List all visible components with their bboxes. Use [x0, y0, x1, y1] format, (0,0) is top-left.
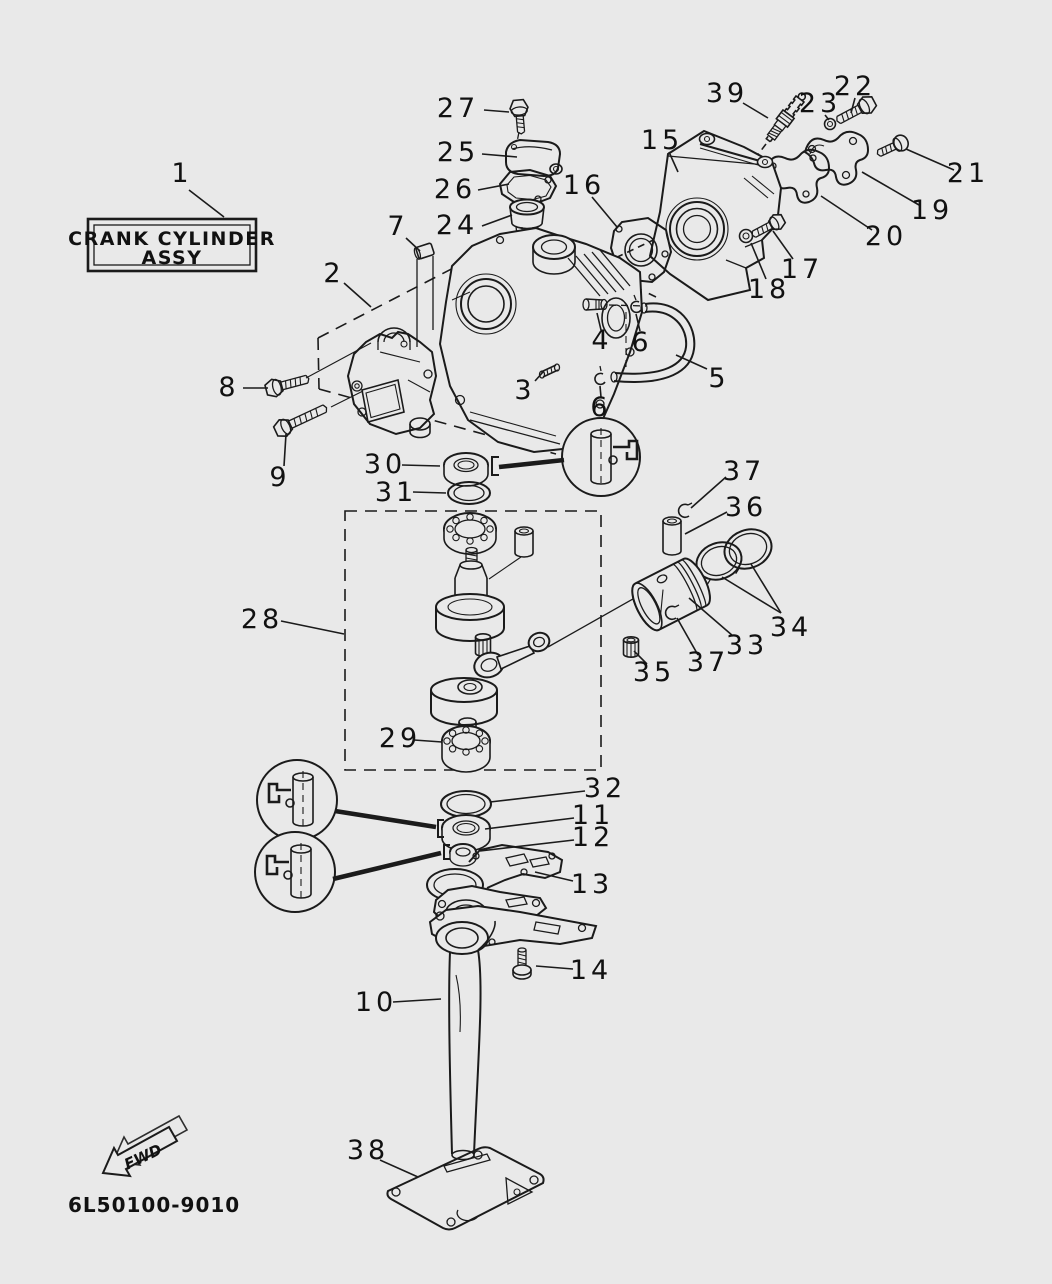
crankcase-2: [348, 328, 436, 438]
detail-2-pointer: [335, 811, 436, 827]
leader-line-34-29-0: [722, 577, 781, 613]
crankshaft: [436, 548, 504, 642]
leader-line-26-3-0: [478, 184, 509, 190]
title-box: [68, 219, 276, 271]
part-ref-12-36: 12: [571, 822, 615, 853]
seal-30-bracket: [492, 457, 499, 475]
piston-pin-36: [663, 517, 681, 555]
dowel-pin-7: [413, 243, 434, 347]
rod-piston-axis: [548, 595, 640, 647]
part-ref-33-30: 33: [725, 630, 769, 661]
part-ref-11-35: 11: [571, 800, 615, 831]
bearing-29: [442, 726, 490, 772]
driveshaft-tube-10: [430, 906, 596, 1160]
leader-line-16-12-0: [592, 197, 617, 227]
part-ref-24-4: 24: [435, 210, 479, 241]
part-ref-10-39: 10: [354, 987, 398, 1018]
part-ref-15-11: 15: [640, 125, 684, 156]
piston-ring-34b: [719, 523, 777, 575]
part-ref-14-38: 14: [569, 955, 613, 986]
bolt-14: [513, 948, 531, 979]
part-ref-3-19: 3: [514, 375, 536, 406]
part-ref-30-24: 30: [363, 449, 407, 480]
part-ref-19-9: 19: [910, 195, 954, 226]
fwd-arrow-text: FWD: [121, 1140, 165, 1174]
part-ref-7-16: 7: [387, 211, 409, 242]
leader-line-31-25-0: [413, 492, 446, 493]
part-ref-5-21: 5: [708, 363, 730, 394]
part-ref-29-33: 29: [378, 723, 422, 754]
drawing-code: 6L50100-9010: [68, 1193, 241, 1217]
part-number-labels-layer: [171, 71, 989, 1166]
oil-seal-30: [444, 453, 499, 486]
part-ref-13-37: 13: [570, 869, 614, 900]
assembly-title-line2: ASSY: [141, 247, 203, 269]
part-ref-20-10: 20: [864, 221, 908, 252]
part-ref-25-2: 25: [436, 137, 480, 168]
bolt-27: [509, 99, 530, 134]
part-ref-35-31: 35: [632, 657, 676, 688]
leader-line-1-0-0: [189, 190, 224, 217]
connecting-rod: [471, 630, 552, 681]
part-ref-9-23: 9: [269, 462, 291, 493]
part-ref-31-25: 31: [374, 477, 418, 508]
leader-line-28-26-0: [281, 621, 344, 634]
bolt-9: [272, 400, 330, 440]
assembly-title-line1: CRANK CYLINDER: [68, 228, 276, 250]
part-ref-6-18: 6: [631, 327, 653, 358]
detail-circle-3: [255, 832, 441, 912]
leader-line-11-35-0: [485, 818, 574, 829]
part-ref-37-27: 37: [722, 456, 766, 487]
detail-circle-2: [257, 760, 436, 840]
base-gasket-38: [387, 1147, 543, 1229]
part-ref-16-12: 16: [562, 170, 606, 201]
leader-line-2-15-0: [344, 283, 371, 307]
washer-23: [825, 119, 836, 130]
part-ref-23-6: 23: [798, 88, 842, 119]
part-ref-1-0: 1: [171, 158, 193, 189]
bolt-21: [874, 133, 911, 161]
bolt-8: [264, 370, 311, 399]
part-ref-32-34: 32: [583, 773, 627, 804]
leader-line-27-1-0: [484, 110, 509, 112]
part-ref-4-17: 4: [591, 325, 613, 356]
part-ref-22-7: 22: [833, 71, 877, 102]
part-ref-38-40: 38: [346, 1135, 390, 1166]
part-ref-2-15: 2: [323, 258, 345, 289]
leader-line-30-24-0: [402, 465, 440, 466]
leader-line-36-28-0: [685, 512, 727, 534]
retainer-19: [805, 132, 868, 185]
part-ref-28-26: 28: [240, 604, 284, 635]
o-ring-31: [448, 482, 490, 504]
part-ref-21-8: 21: [946, 158, 990, 189]
part-ref-34-29: 34: [769, 612, 813, 643]
fwd-arrow: [103, 1116, 187, 1176]
part-ref-18-14: 18: [747, 274, 791, 305]
detail-1-pointer: [499, 460, 564, 467]
leader-line-14-38-0: [536, 966, 573, 969]
leader-line-34-29-1: [751, 564, 781, 613]
leader-line-10-39-0: [393, 999, 441, 1002]
part-ref-17-13: 17: [780, 254, 824, 285]
circlip-37-upper: [679, 503, 692, 517]
part-ref-8-22: 8: [218, 372, 240, 403]
detail-3-pointer: [333, 853, 441, 879]
leader-line-37-27-0: [691, 477, 726, 508]
part-ref-27-1: 27: [436, 93, 480, 124]
part-ref-6-20: 6: [590, 392, 612, 423]
o-ring-32: [441, 791, 491, 817]
leader-line-32-34-0: [490, 791, 585, 802]
leader-line-24-4-0: [482, 215, 512, 226]
part-ref-36-28: 36: [724, 492, 768, 523]
part-ref-26-3: 26: [433, 174, 477, 205]
part-ref-37-32: 37: [686, 647, 730, 678]
part-ref-39-5: 39: [705, 78, 749, 109]
